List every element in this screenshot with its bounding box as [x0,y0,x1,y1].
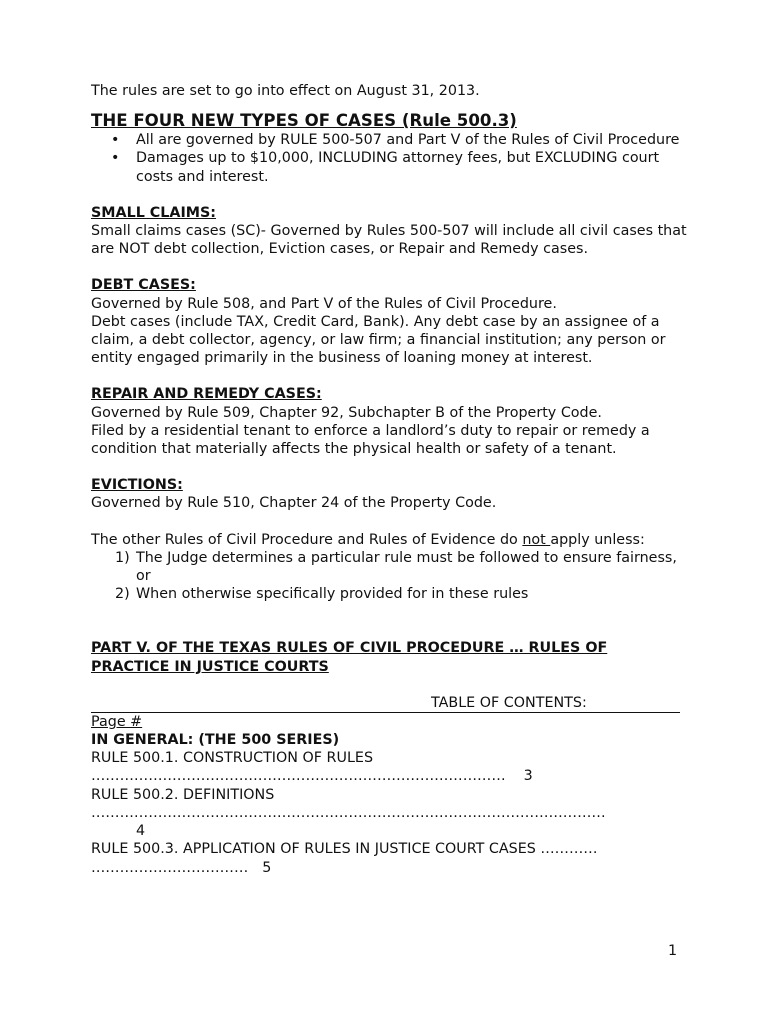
bullet-icon: • [111,132,120,149]
toc-entry-leader: …………………………………………………………………………… 3 [91,768,533,785]
toc-entry-leader: ……………………………………………………………………………………………… [91,804,606,821]
toc-entry-leader: …………………………… 5 [91,859,272,876]
evictions-heading: EVICTIONS: [91,477,183,494]
other-rules-text: The other Rules of Civil Procedure and Rules of Evidence do not apply unless: [91,531,645,548]
small-claims-heading: SMALL CLAIMS: [91,204,217,221]
toc-entry-page: 4 [136,823,146,840]
list-item: 1) The Judge determines a particular rule must be followed to ensure fairness, or [115,549,677,585]
toc-entry-title: RULE 500.3. APPLICATION OF RULES IN JUSTICE COURT CASES ………… [91,841,598,858]
four-types-title: THE FOUR NEW TYPES OF CASES (Rule 500.3) [91,111,517,131]
debt-cases-line2: Debt cases (include TAX, Credit Card, Bank). Any debt case by an assignee of a claim, a debt collector, agency, or law firm; a financial institution; any person or entity engaged primarily in the business of loaning money at interest. [91,313,666,367]
list-item: 2) When otherwise specifically provided for in these rules [115,586,529,603]
evictions-body: Governed by Rule 510, Chapter 24 of the Property Code. [91,495,497,512]
small-claims-body: Small claims cases (SC)- Governed by Rules 500-507 will include all civil cases that are NOT debt collection, Eviction cases, or Repair and Remedy cases. [91,223,687,258]
intro-text: The rules are set to go into effect on August 31, 2013. [91,83,480,99]
other-rules-list [91,549,691,604]
list-item: • All are governed by RULE 500-507 and Part V of the Rules of Civil Procedure [111,132,680,149]
toc-entry-title: RULE 500.2. DEFINITIONS [91,786,275,803]
toc-entry-title: RULE 500.1. CONSTRUCTION OF RULES [91,750,374,767]
debt-cases-line1: Governed by Rule 508, and Part V of the Rules of Civil Procedure. [91,295,557,312]
toc-title-line [91,694,680,713]
debt-cases-heading: DEBT CASES: [91,277,196,294]
toc-title: TABLE OF CONTENTS: [431,694,587,711]
toc-section-heading: IN GENERAL: (THE 500 SERIES) [91,732,340,749]
toc-page-label: Page # [91,713,143,730]
repair-remedy-line1: Governed by Rule 509, Chapter 92, Subchapter B of the Property Code. [91,404,602,421]
four-types-bullets [91,131,691,186]
bullet-icon: • [111,150,120,167]
repair-remedy-heading: REPAIR AND REMEDY CASES: [91,386,322,403]
list-item: • Damages up to $10,000, INCLUDING attorney fees, but EXCLUDING court costs and interest. [111,150,660,185]
part-v-title: PART V. OF THE TEXAS RULES OF CIVIL PROCEDURE … RULES OF PRACTICE IN JUSTICE COURTS [91,640,608,675]
repair-remedy-line2: Filed by a residential tenant to enforce a landlord’s duty to repair or remedy a condition that materially affects the physical health or safety of a tenant. [91,422,650,458]
page-number: 1 [668,943,678,959]
document-body [91,82,691,877]
